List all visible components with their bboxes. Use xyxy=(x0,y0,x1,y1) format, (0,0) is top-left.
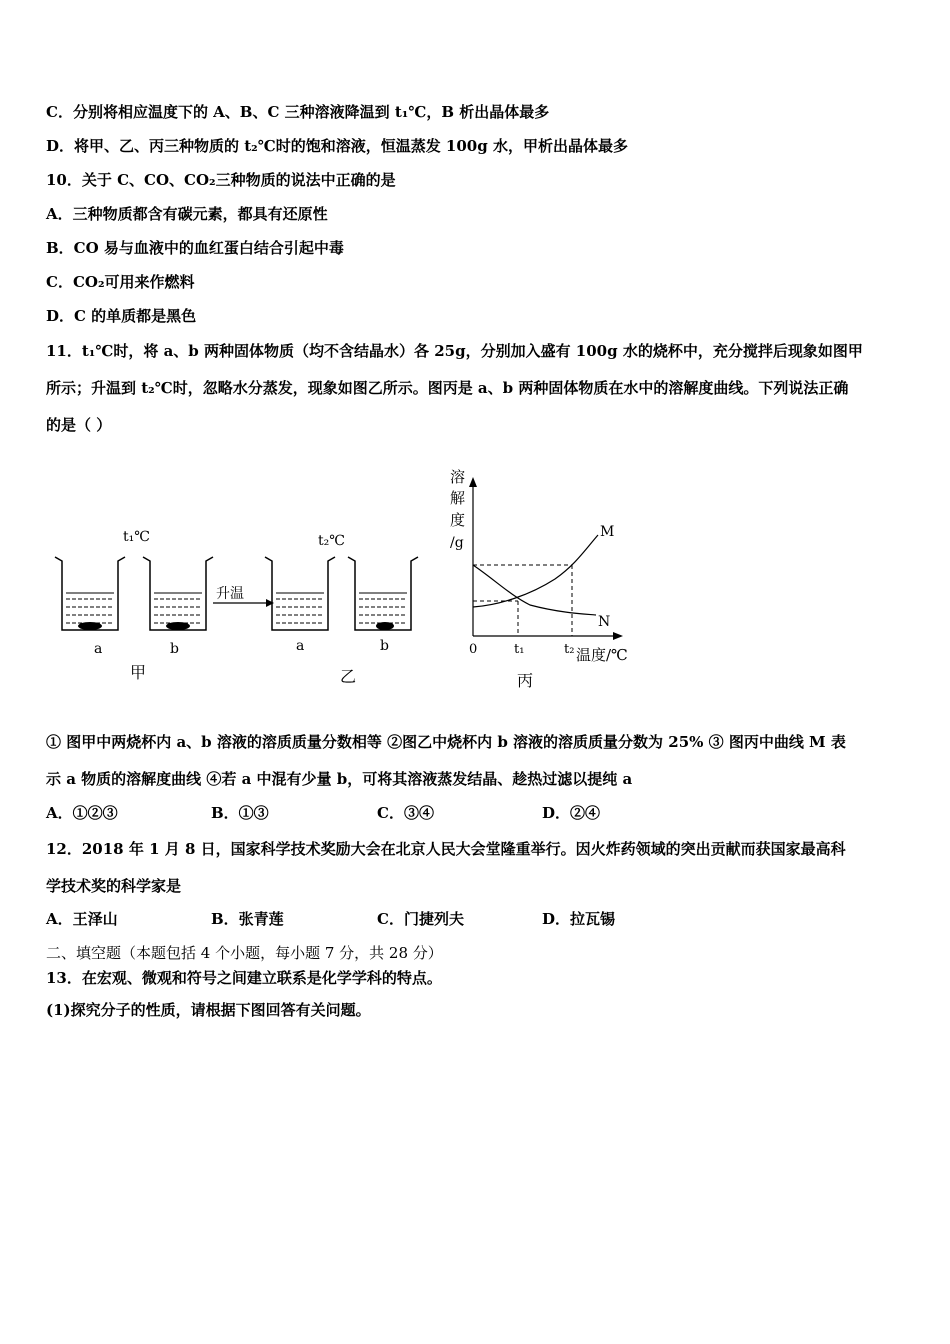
q10-stem: 10．关于 C、CO、CO₂三种物质的说法中正确的是 xyxy=(46,171,396,189)
q13-stem: 13．在宏观、微观和符号之间建立联系是化学学科的特点。 xyxy=(46,969,442,987)
q11-figure xyxy=(0,455,950,705)
q10-option-c: C．CO₂可用来作燃料 xyxy=(46,273,195,291)
y-axis-label-3: 度 xyxy=(450,511,466,529)
yi-temp-label: t₂℃ xyxy=(318,533,345,549)
section-2-heading: 二、填空题（本题包括 4 个小题，每小题 7 分，共 28 分） xyxy=(46,944,443,962)
heating-arrow-label: 升温 xyxy=(216,586,244,602)
jia-temp-label: t₁℃ xyxy=(123,529,150,545)
t1-label: t₁ xyxy=(514,642,525,657)
x-axis-label: 温度/℃ xyxy=(576,646,628,664)
origin-label: 0 xyxy=(469,642,478,657)
jia-beaker-b-label: b xyxy=(170,641,179,657)
q11-stem-line-2: 所示；升温到 t₂℃时，忽略水分蒸发，现象如图乙所示。图丙是 a、b 两种固体物质在水中的溶解度曲线。下列说法正确 xyxy=(46,379,849,397)
q13-part-1: (1)探究分子的性质，请根据下图回答有关问题。 xyxy=(46,1001,371,1019)
q11-option-a: A．①②③ xyxy=(46,804,118,822)
q11-option-b: B．①③ xyxy=(211,804,269,822)
y-axis-label-4: /g xyxy=(450,535,464,551)
beaker-jia-b xyxy=(143,557,213,630)
q11-statements-line-2: 示 a 物质的溶解度曲线 ④若 a 中混有少量 b，可将其溶液蒸发结晶、趁热过滤以提纯 a xyxy=(46,770,633,788)
figure-yi-label: 乙 xyxy=(340,667,357,686)
q10-option-b: B．CO 易与血液中的血红蛋白结合引起中毒 xyxy=(46,239,344,257)
y-axis-label-1: 溶 xyxy=(450,468,466,486)
q10-option-d: D．C 的单质都是黑色 xyxy=(46,307,197,325)
yi-beaker-b-label: b xyxy=(380,638,389,654)
y-axis-label-2: 解 xyxy=(450,489,466,507)
figure-bing-label: 丙 xyxy=(517,671,534,690)
q12-stem-line-1: 12．2018 年 1 月 8 日，国家科学技术奖励大会在北京人民大会堂隆重举行。因火炸药领域的突出贡献而获国家最高科 xyxy=(46,840,846,858)
q11-stem-line-3: 的是（ ） xyxy=(46,416,112,434)
q12-option-d: D．拉瓦锡 xyxy=(542,910,616,928)
q11-stem-line-1: 11．t₁℃时，将 a、b 两种固体物质（均不含结晶水）各 25g，分别加入盛有 100g 水的烧杯中，充分搅拌后现象如图甲 xyxy=(46,342,863,360)
figure-jia-label: 甲 xyxy=(130,663,147,682)
q11-option-c: C．③④ xyxy=(377,804,434,822)
curve-m-label: M xyxy=(600,524,615,540)
q12-option-c: C．门捷列夫 xyxy=(377,910,464,928)
q12-option-b: B．张青莲 xyxy=(211,910,284,928)
q12-stem-line-2: 学技术奖的科学家是 xyxy=(46,877,182,895)
beaker-yi-a xyxy=(265,557,335,630)
yi-beaker-a-label: a xyxy=(296,638,305,654)
curve-n-label: N xyxy=(598,614,611,630)
q11-statements-line-1: ① 图甲中两烧杯内 a、b 溶液的溶质质量分数相等 ②图乙中烧杯内 b 溶液的溶质质量分数为 25% ③ 图丙中曲线 M 表 xyxy=(46,733,846,751)
q11-option-d: D．②④ xyxy=(542,804,601,822)
curve-m xyxy=(473,535,598,607)
q9-option-c: C．分别将相应温度下的 A、B、C 三种溶液降温到 t₁℃，B 析出晶体最多 xyxy=(46,103,550,121)
jia-beaker-a-label: a xyxy=(94,641,103,657)
beaker-jia-a xyxy=(55,557,125,630)
q9-option-d: D．将甲、乙、丙三种物质的 t₂℃时的饱和溶液，恒温蒸发 100g 水，甲析出晶体最多 xyxy=(46,137,628,155)
beaker-yi-b xyxy=(348,557,418,630)
q12-option-a: A．王泽山 xyxy=(46,910,118,928)
t2-label: t₂ xyxy=(564,642,575,657)
q10-option-a: A．三种物质都含有碳元素，都具有还原性 xyxy=(46,205,328,223)
